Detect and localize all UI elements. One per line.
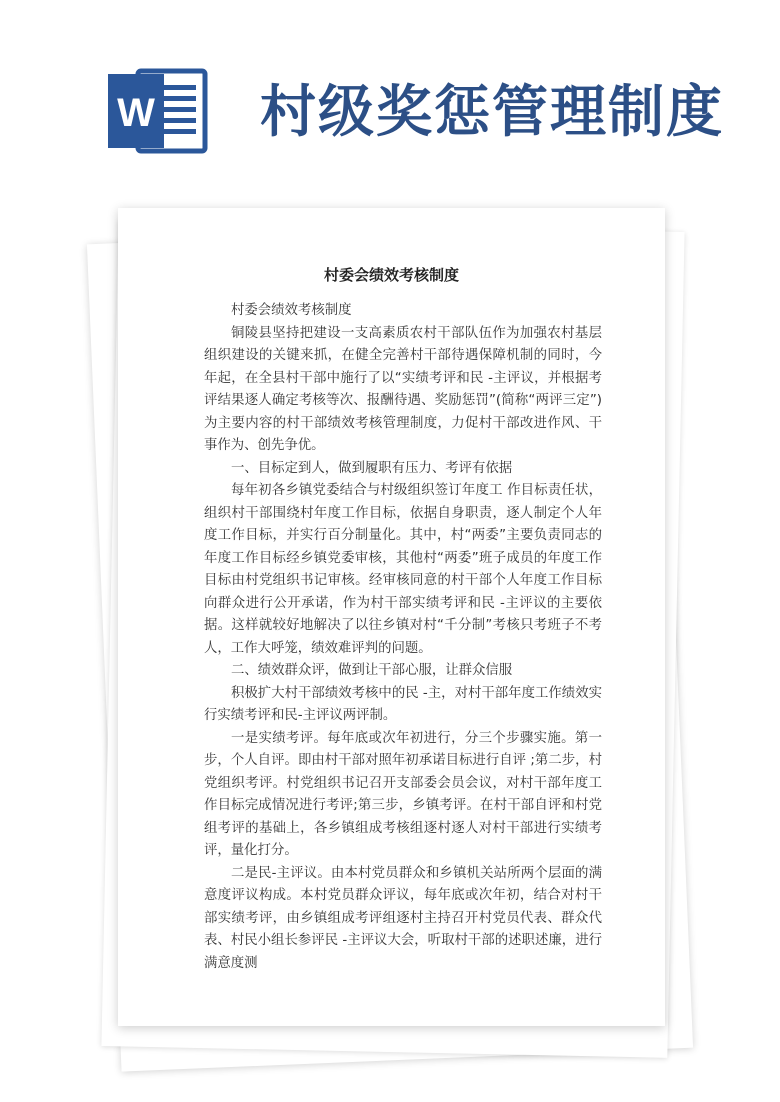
banner-title: 村级奖惩管理制度 xyxy=(260,79,724,145)
document-title: 村委会绩效考核制度 xyxy=(323,266,459,284)
section-heading: 一、目标定到人，做到履职有压力、考评有依据 xyxy=(231,460,513,476)
paragraph: 村委会绩效考核制度 xyxy=(231,303,352,318)
paragraph: 每年初各乡镇党委结合与村级组织签订年度工 作目标责任状，组织村干部围绕村年度工作目标，依据自身职责，逐人制定个人年度工作目标，并实行百分制量化。其中，村“两委”主要负责同志的年度工作目标经乡镇党委审核，其他村“两委”班子成员的年度工作目标由村党组织书记审核。经审核同意的村干部个人年度工作目标向群众进行公开承诺，作为村干部实绩考评和民 -主评议的主要依据。这样就较好地解决了以往乡镇对村“千分制”考核只考班子不考人，工作大呼笼，绩效难评判的问题。 xyxy=(204,483,602,656)
word-document-icon xyxy=(108,68,208,154)
document-body xyxy=(204,300,602,975)
section-heading: 二、绩效群众评，做到让干部心服，让群众信服 xyxy=(231,663,513,678)
paragraph: 积极扩大村干部绩效考核中的民 -主，对村干部年度工作绩效实行实绩考评和民-主评议两评制。 xyxy=(204,685,602,723)
paragraph: 铜陵县坚持把建设一支高素质农村干部队伍作为加强农村基层组织建设的关键来抓，在健全完善村干部待遇保障机制的同时，今年起，在全县村干部中施行了以“实绩考评和民 -主评议，并根据考评结果逐人确定考核等次、报酬待遇、奖励惩罚”(简称“两评三定”)为主要内容的村干部绩效考核管理制度，力促村干部改进作风、干事作为、创先争优。 xyxy=(204,325,602,453)
paragraph: 二是民-主评议。由本村党员群众和乡镇机关站所两个层面的满意度评议构成。本村党员群众评议，每年底或次年初，结合对村干部实绩考评，由乡镇组成考评组逐村主持召开村党员代表、群众代表、村民小组长参评民 -主评议大会，听取村干部的述职述廉，进行满意度测 xyxy=(204,865,602,971)
document-page xyxy=(118,208,665,1026)
paragraph: 一是实绩考评。每年底或次年初进行，分三个步骤实施。第一步，个人自评。即由村干部对照年初承诺目标进行自评 ;第二步，村党组织考评。村党组织书记召开支部委会员会议，对村干部年度工作目标完成情况进行考评;第三步，乡镇考评。在村干部自评和村党组考评的基础上，各乡镇组成考核组逐村逐人对村干部进行实绩考评，量化打分。 xyxy=(204,730,602,858)
svg-text:W: W xyxy=(117,91,155,135)
